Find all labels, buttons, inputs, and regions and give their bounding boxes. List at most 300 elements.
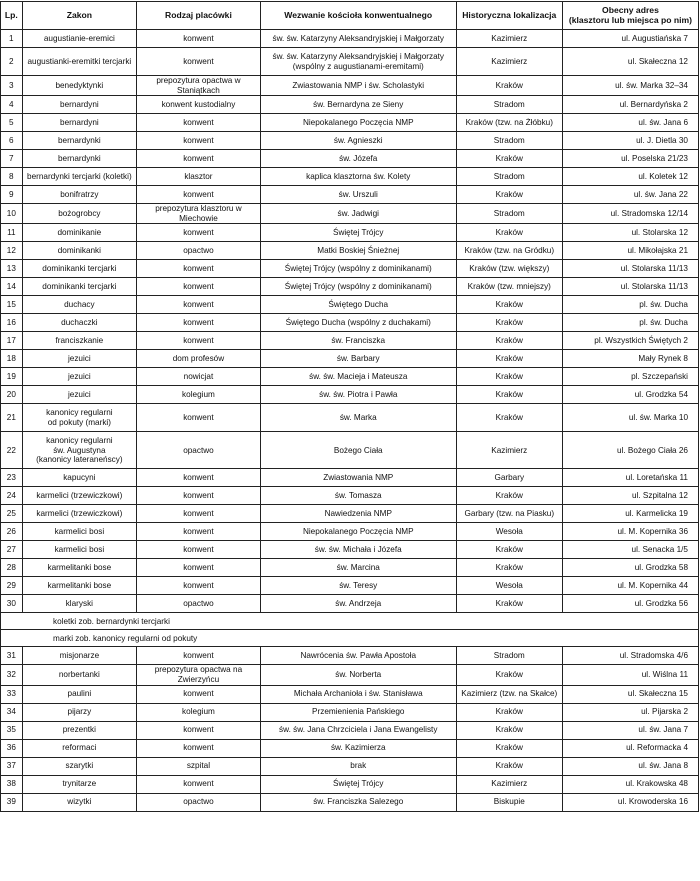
cell-zakon-text: benedyktynki xyxy=(55,80,104,90)
cell-rodzaj: konwent xyxy=(137,30,261,48)
cell-zakon-text: misjonarze xyxy=(59,651,100,661)
cell-rodzaj: szpital xyxy=(137,757,261,775)
cell-historyczna: Wesoła xyxy=(456,577,562,595)
cell-historyczna: Kraków xyxy=(456,332,562,350)
cell-adres: ul. Karmelicka 19 xyxy=(562,505,698,523)
cell-historyczna: Kazimierz xyxy=(456,30,562,48)
cell-adres: pl. św. Ducha xyxy=(562,314,698,332)
cell-lp: 14 xyxy=(1,278,23,296)
cell-wezwanie xyxy=(260,368,456,386)
cell-historyczna: Kraków xyxy=(456,595,562,613)
cell-wezwanie-text: Zwiastowania NMP i św. Scholastyki xyxy=(292,80,425,90)
cell-rodzaj: konwent xyxy=(137,186,261,204)
cell-wezwanie xyxy=(260,96,456,114)
cell-zakon-text: od pokuty (marki) xyxy=(47,417,111,427)
cell-wezwanie xyxy=(260,703,456,721)
cell-zakon-text: prezentki xyxy=(62,725,96,735)
cell-wezwanie-text: św. Agnieszki xyxy=(333,135,383,145)
cell-rodzaj: konwent xyxy=(137,332,261,350)
table-row xyxy=(1,487,699,505)
cell-lp: 16 xyxy=(1,314,23,332)
note-koletki: koletki zob. bernardynki tercjarki xyxy=(1,613,699,630)
cell-zakon-text: kanonicy regularni xyxy=(46,435,113,445)
cell-zakon-text: norbertanki xyxy=(58,670,100,680)
cell-wezwanie-text: brak xyxy=(350,761,367,771)
cell-rodzaj: kolegium xyxy=(137,386,261,404)
cell-wezwanie-text: Matki Boskiej Śnieżnej xyxy=(317,246,400,256)
table-row xyxy=(1,647,699,665)
cell-lp: 10 xyxy=(1,204,23,224)
table-row xyxy=(1,48,699,76)
cell-rodzaj: konwent xyxy=(137,523,261,541)
cell-zakon xyxy=(22,541,136,559)
cell-rodzaj: opactwo xyxy=(137,432,261,469)
cell-rodzaj: konwent xyxy=(137,469,261,487)
cell-lp: 13 xyxy=(1,260,23,278)
cell-lp: 18 xyxy=(1,350,23,368)
cell-zakon xyxy=(22,332,136,350)
cell-lp: 39 xyxy=(1,793,23,811)
cell-zakon xyxy=(22,76,136,96)
cell-rodzaj: konwent xyxy=(137,296,261,314)
cell-zakon-text: pijarzy xyxy=(67,707,92,717)
table-row xyxy=(1,432,699,469)
cell-historyczna: Garbary (tzw. na Piasku) xyxy=(456,505,562,523)
cell-rodzaj: konwent xyxy=(137,739,261,757)
cell-lp: 32 xyxy=(1,665,23,685)
table-row xyxy=(1,150,699,168)
cell-wezwanie xyxy=(260,76,456,96)
header-wezwanie: Wezwanie kościoła konwentualnego xyxy=(260,2,456,30)
cell-lp: 4 xyxy=(1,96,23,114)
cell-wezwanie xyxy=(260,793,456,811)
cell-zakon xyxy=(22,114,136,132)
cell-lp: 26 xyxy=(1,523,23,541)
cell-zakon xyxy=(22,132,136,150)
cell-adres: ul. Mikołajska 21 xyxy=(562,242,698,260)
cell-wezwanie-text: św. Marka xyxy=(339,413,377,423)
cell-zakon xyxy=(22,665,136,685)
cell-lp: 37 xyxy=(1,757,23,775)
cell-adres: ul. św. Jana 22 xyxy=(562,186,698,204)
cell-zakon-text: franciszkanie xyxy=(55,336,104,346)
cell-rodzaj: konwent xyxy=(137,314,261,332)
cell-adres: ul. Grodzka 56 xyxy=(562,595,698,613)
cell-zakon xyxy=(22,595,136,613)
table-row xyxy=(1,775,699,793)
cell-zakon xyxy=(22,386,136,404)
cell-wezwanie xyxy=(260,48,456,76)
cell-historyczna: Biskupie xyxy=(456,793,562,811)
cell-wezwanie-text: kaplica klasztorna św. Kolety xyxy=(306,171,411,181)
cell-wezwanie-text: Michała Archanioła i św. Stanisława xyxy=(293,689,423,699)
cell-rodzaj: kolegium xyxy=(137,703,261,721)
cell-adres: ul. Grodzka 54 xyxy=(562,386,698,404)
cell-zakon-text: klaryski xyxy=(65,599,93,609)
table-row xyxy=(1,541,699,559)
cell-rodzaj: konwent xyxy=(137,487,261,505)
cell-wezwanie xyxy=(260,224,456,242)
cell-rodzaj: dom profesów xyxy=(137,350,261,368)
cell-rodzaj: konwent xyxy=(137,721,261,739)
cell-zakon-text: kanonicy regularni xyxy=(46,408,113,418)
cell-lp: 23 xyxy=(1,469,23,487)
cell-wezwanie xyxy=(260,469,456,487)
cell-historyczna: Kraków xyxy=(456,721,562,739)
table-row xyxy=(1,96,699,114)
table-row xyxy=(1,76,699,96)
cell-zakon xyxy=(22,577,136,595)
cell-adres: ul. św. Marka 10 xyxy=(562,404,698,432)
cell-zakon-text: bonifratrzy xyxy=(60,189,99,199)
cell-adres: ul. Stolarska 12 xyxy=(562,224,698,242)
cell-adres: ul. Grodzka 58 xyxy=(562,559,698,577)
cell-lp: 7 xyxy=(1,150,23,168)
cell-wezwanie-text: św. Kazimierza xyxy=(330,743,386,753)
table-row xyxy=(1,332,699,350)
cell-lp: 9 xyxy=(1,186,23,204)
cell-lp: 11 xyxy=(1,224,23,242)
cell-historyczna: Kraków xyxy=(456,559,562,577)
cell-zakon xyxy=(22,48,136,76)
cell-lp: 15 xyxy=(1,296,23,314)
cell-historyczna: Kraków xyxy=(456,296,562,314)
cell-historyczna: Kraków xyxy=(456,150,562,168)
cell-wezwanie-text: Przemienienia Pańskiego xyxy=(312,707,405,717)
table-row xyxy=(1,577,699,595)
table-row xyxy=(1,665,699,685)
cell-adres: pl. Wszystkich Świętych 2 xyxy=(562,332,698,350)
cell-wezwanie-text: Świętej Trójcy xyxy=(332,779,384,789)
cell-zakon xyxy=(22,721,136,739)
cell-rodzaj: opactwo xyxy=(137,595,261,613)
cell-adres: ul. Pijarska 2 xyxy=(562,703,698,721)
table-row xyxy=(1,296,699,314)
cell-rodzaj: opactwo xyxy=(137,793,261,811)
cell-historyczna: Kraków xyxy=(456,314,562,332)
cell-zakon-text: wizytki xyxy=(67,797,92,807)
cell-lp: 21 xyxy=(1,404,23,432)
cell-zakon-text: paulini xyxy=(67,689,92,699)
cell-wezwanie-text: św. Andrzeja xyxy=(335,599,382,609)
cell-lp: 33 xyxy=(1,685,23,703)
cell-zakon-text: bernardynki xyxy=(57,153,101,163)
cell-wezwanie xyxy=(260,132,456,150)
cell-adres: ul. M. Kopernika 36 xyxy=(562,523,698,541)
cell-rodzaj: konwent xyxy=(137,775,261,793)
cell-rodzaj: konwent xyxy=(137,260,261,278)
cell-rodzaj: konwent xyxy=(137,647,261,665)
cell-historyczna: Kraków xyxy=(456,541,562,559)
cell-wezwanie xyxy=(260,665,456,685)
cell-wezwanie xyxy=(260,577,456,595)
cell-rodzaj: konwent xyxy=(137,559,261,577)
cell-wezwanie xyxy=(260,386,456,404)
cell-lp: 31 xyxy=(1,647,23,665)
cell-zakon xyxy=(22,204,136,224)
cell-adres: ul. św. Marka 32–34 xyxy=(562,76,698,96)
header-rodzaj: Rodzaj placówki xyxy=(137,2,261,30)
cell-adres: ul. Bernardyńska 2 xyxy=(562,96,698,114)
header-zakon: Zakon xyxy=(22,2,136,30)
cell-lp: 24 xyxy=(1,487,23,505)
cell-wezwanie-text: św. Barbary xyxy=(336,354,380,364)
cell-zakon-text: bernardynki xyxy=(57,135,101,145)
cell-zakon xyxy=(22,30,136,48)
cell-lp: 22 xyxy=(1,432,23,469)
cell-wezwanie xyxy=(260,114,456,132)
table-row xyxy=(1,314,699,332)
cell-historyczna: Stradom xyxy=(456,647,562,665)
cell-wezwanie xyxy=(260,314,456,332)
cell-zakon xyxy=(22,685,136,703)
table-row xyxy=(1,168,699,186)
table-row xyxy=(1,114,699,132)
table-row xyxy=(1,505,699,523)
cell-rodzaj: konwent xyxy=(137,48,261,76)
cell-lp: 28 xyxy=(1,559,23,577)
cell-historyczna: Kraków (tzw. na Żłóbku) xyxy=(456,114,562,132)
cell-wezwanie xyxy=(260,523,456,541)
table-row xyxy=(1,595,699,613)
cell-historyczna: Kraków xyxy=(456,665,562,685)
cell-zakon-text: bernardyni xyxy=(60,99,99,109)
cell-wezwanie-text: (wspólny z augustianami-eremitami) xyxy=(292,61,424,71)
cell-zakon xyxy=(22,314,136,332)
cell-wezwanie xyxy=(260,559,456,577)
cell-rodzaj: konwent xyxy=(137,505,261,523)
cell-historyczna: Kraków (tzw. mniejszy) xyxy=(456,278,562,296)
table-row xyxy=(1,350,699,368)
cell-wezwanie xyxy=(260,757,456,775)
cell-historyczna: Kraków xyxy=(456,368,562,386)
cell-wezwanie xyxy=(260,487,456,505)
cell-lp: 29 xyxy=(1,577,23,595)
cell-zakon-text: augustianie-eremici xyxy=(43,33,115,43)
cell-zakon xyxy=(22,703,136,721)
cell-historyczna: Kraków xyxy=(456,186,562,204)
cell-adres: pl. Szczepański xyxy=(562,368,698,386)
cell-zakon-text: augustianki-eremitki tercjarki xyxy=(27,56,132,66)
table-row xyxy=(1,469,699,487)
cell-lp: 5 xyxy=(1,114,23,132)
cell-historyczna: Stradom xyxy=(456,132,562,150)
cell-zakon xyxy=(22,757,136,775)
cell-zakon-text: dominikanki tercjarki xyxy=(42,282,117,292)
cell-rodzaj: konwent xyxy=(137,278,261,296)
cell-zakon-text: dominikanie xyxy=(57,228,102,238)
cell-wezwanie-text: Bożego Ciała xyxy=(333,445,383,455)
cell-zakon xyxy=(22,559,136,577)
cell-adres: Mały Rynek 8 xyxy=(562,350,698,368)
cell-wezwanie-text: św. Franciszka xyxy=(331,336,386,346)
cell-wezwanie xyxy=(260,332,456,350)
cell-adres: ul. Bożego Ciała 26 xyxy=(562,432,698,469)
cell-historyczna: Kraków xyxy=(456,703,562,721)
cell-wezwanie-text: św. Tomasza xyxy=(334,491,382,501)
cell-lp: 8 xyxy=(1,168,23,186)
cell-wezwanie-text: Świętej Trójcy (wspólny z dominikanami) xyxy=(284,282,432,292)
cell-wezwanie-text: Świętego Ducha (wspólny z duchakami) xyxy=(285,318,431,328)
header-adres-line1: Obecny adres xyxy=(602,4,659,15)
cell-zakon xyxy=(22,647,136,665)
cell-wezwanie-text: Świętej Trójcy (wspólny z dominikanami) xyxy=(284,264,432,274)
cell-rodzaj: konwent xyxy=(137,150,261,168)
cell-zakon-text: kapucyni xyxy=(63,473,96,483)
cell-rodzaj: prepozytura opactwa na Zwierzyńcu xyxy=(137,665,261,685)
cell-wezwanie-text: Niepokalanego Poczęcia NMP xyxy=(302,527,414,537)
cell-rodzaj: konwent xyxy=(137,685,261,703)
cell-wezwanie-text: Nawrócenia św. Pawła Apostoła xyxy=(300,651,417,661)
cell-wezwanie-text: św. Franciszka Salezego xyxy=(313,797,404,807)
cell-wezwanie-text: św. Norberta xyxy=(335,670,382,680)
cell-wezwanie xyxy=(260,404,456,432)
cell-lp: 38 xyxy=(1,775,23,793)
table-row xyxy=(1,386,699,404)
cell-wezwanie xyxy=(260,296,456,314)
cell-historyczna: Kazimierz xyxy=(456,48,562,76)
cell-zakon-text: św. Augustyna xyxy=(53,445,106,455)
table-row xyxy=(1,260,699,278)
cell-rodzaj: konwent xyxy=(137,224,261,242)
note-marki: marki zob. kanonicy regularni od pokuty xyxy=(1,630,699,647)
cell-adres: ul. Wiślna 11 xyxy=(562,665,698,685)
cell-zakon xyxy=(22,505,136,523)
cell-zakon xyxy=(22,523,136,541)
cell-lp: 1 xyxy=(1,30,23,48)
cell-zakon xyxy=(22,739,136,757)
cell-zakon-text: karmelici bosi xyxy=(54,545,105,555)
cell-rodzaj: konwent xyxy=(137,541,261,559)
cell-historyczna: Kraków xyxy=(456,386,562,404)
cell-rodzaj: opactwo xyxy=(137,242,261,260)
cell-wezwanie-text: Świętego Ducha xyxy=(328,300,389,310)
cell-wezwanie-text: Świętej Trójcy xyxy=(332,228,384,238)
cell-zakon-text: duchaczki xyxy=(61,318,98,328)
cell-zakon xyxy=(22,469,136,487)
cell-zakon-text: jezuici xyxy=(67,372,91,382)
cell-zakon-text: karmelici (trzewiczkowi) xyxy=(36,509,123,519)
cell-wezwanie-text: św. św. Katarzyny Aleksandryjskiej i Małgorzaty xyxy=(272,33,445,43)
cell-lp: 2 xyxy=(1,48,23,76)
cell-lp: 35 xyxy=(1,721,23,739)
table-row xyxy=(1,685,699,703)
cell-adres: ul. Reformacka 4 xyxy=(562,739,698,757)
cell-zakon xyxy=(22,404,136,432)
table-row xyxy=(1,793,699,811)
cell-zakon-text: dominikanki tercjarki xyxy=(42,264,117,274)
cell-zakon xyxy=(22,242,136,260)
cell-wezwanie xyxy=(260,260,456,278)
cell-rodzaj: prepozytura klasztoru w Miechowie xyxy=(137,204,261,224)
cell-historyczna: Kraków xyxy=(456,739,562,757)
cell-adres: pl. św. Ducha xyxy=(562,296,698,314)
cell-adres: ul. Koletek 12 xyxy=(562,168,698,186)
cell-zakon xyxy=(22,350,136,368)
cell-lp: 3 xyxy=(1,76,23,96)
cell-zakon xyxy=(22,432,136,469)
cell-historyczna: Kraków xyxy=(456,224,562,242)
cell-historyczna: Kraków xyxy=(456,757,562,775)
cell-zakon xyxy=(22,296,136,314)
cell-rodzaj: prepozytura opactwa w Staniątkach xyxy=(137,76,261,96)
cell-adres: ul. Loretańska 11 xyxy=(562,469,698,487)
cell-adres: ul. Szpitalna 12 xyxy=(562,487,698,505)
cell-adres: ul. Krowoderska 16 xyxy=(562,793,698,811)
table-row xyxy=(1,224,699,242)
cell-wezwanie-text: św. Urszuli xyxy=(338,189,378,199)
cell-adres: ul. Stolarska 11/13 xyxy=(562,278,698,296)
cell-zakon xyxy=(22,487,136,505)
cell-adres: ul. Stradomska 4/6 xyxy=(562,647,698,665)
table-row xyxy=(1,278,699,296)
cell-historyczna: Stradom xyxy=(456,96,562,114)
cell-zakon-text: reformaci xyxy=(62,743,97,753)
cell-zakon xyxy=(22,775,136,793)
cell-zakon xyxy=(22,186,136,204)
cell-wezwanie xyxy=(260,721,456,739)
cell-zakon-text: karmelitanki bose xyxy=(47,581,112,591)
cell-zakon-text: bernardynki tercjarki (koletki) xyxy=(27,171,132,181)
cell-wezwanie xyxy=(260,168,456,186)
table-row xyxy=(1,757,699,775)
cell-adres: ul. św. Jana 8 xyxy=(562,757,698,775)
cell-zakon-text: jezuici xyxy=(67,390,91,400)
cell-wezwanie-text: św. św. Michała i Józefa xyxy=(314,545,402,555)
table-row xyxy=(1,186,699,204)
cell-wezwanie-text: św. św. Katarzyny Aleksandryjskiej i Małgorzaty xyxy=(272,51,445,61)
cell-lp: 6 xyxy=(1,132,23,150)
cell-zakon-text: karmelitanki bose xyxy=(47,563,112,573)
cell-zakon xyxy=(22,278,136,296)
table-row xyxy=(1,132,699,150)
cell-historyczna: Kraków (tzw. większy) xyxy=(456,260,562,278)
cell-wezwanie-text: św. św. Macieja i Mateusza xyxy=(309,372,408,382)
cell-zakon xyxy=(22,793,136,811)
table-row xyxy=(1,368,699,386)
cell-adres: ul. J. Dietla 30 xyxy=(562,132,698,150)
cell-adres: ul. M. Kopernika 44 xyxy=(562,577,698,595)
cell-historyczna: Kraków xyxy=(456,404,562,432)
table-row xyxy=(1,30,699,48)
cell-rodzaj: klasztor xyxy=(137,168,261,186)
cell-zakon xyxy=(22,150,136,168)
cell-historyczna: Kraków xyxy=(456,487,562,505)
cell-wezwanie-text: św. św. Jana Chrzciciela i Jana Ewangelisty xyxy=(279,725,438,735)
convents-table xyxy=(0,1,699,812)
cell-wezwanie xyxy=(260,350,456,368)
cell-rodzaj: nowicjat xyxy=(137,368,261,386)
cell-zakon-text: trynitarze xyxy=(62,779,97,789)
cell-historyczna: Stradom xyxy=(456,168,562,186)
cell-zakon-text: bożogrobcy xyxy=(58,208,101,218)
cell-adres: ul. św. Jana 7 xyxy=(562,721,698,739)
cell-zakon xyxy=(22,168,136,186)
cell-historyczna: Kraków (tzw. na Gródku) xyxy=(456,242,562,260)
header-row xyxy=(1,2,699,30)
cell-wezwanie xyxy=(260,541,456,559)
cell-historyczna: Wesoła xyxy=(456,523,562,541)
cell-wezwanie xyxy=(260,775,456,793)
cell-wezwanie xyxy=(260,432,456,469)
cell-adres: ul. Poselska 21/23 xyxy=(562,150,698,168)
cell-rodzaj: konwent xyxy=(137,404,261,432)
cell-wezwanie xyxy=(260,30,456,48)
header-lp: Lp. xyxy=(1,2,23,30)
cell-wezwanie xyxy=(260,739,456,757)
cell-rodzaj: konwent xyxy=(137,577,261,595)
cell-zakon-text: szarytki xyxy=(65,761,94,771)
